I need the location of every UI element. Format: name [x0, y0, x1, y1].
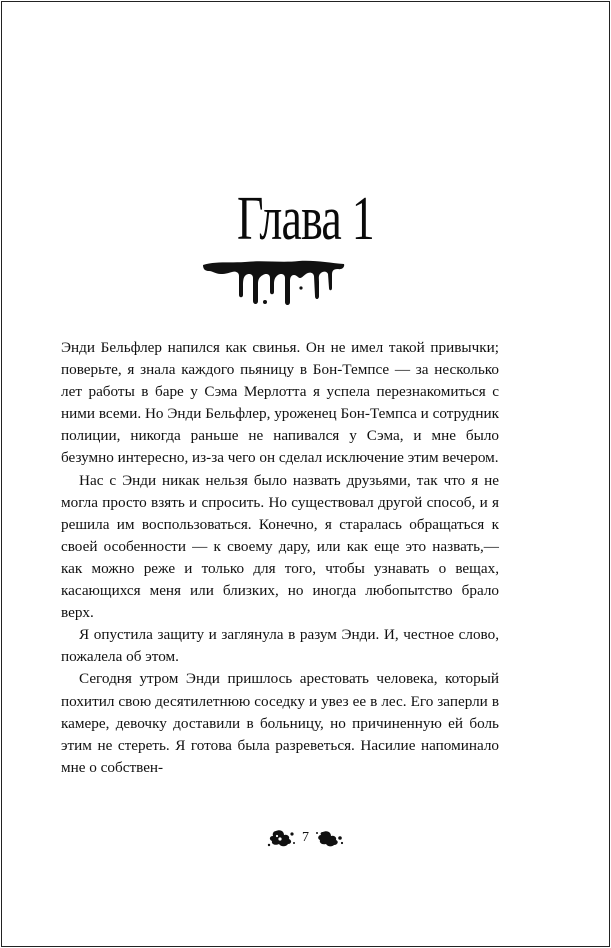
paragraph: Энди Бельфлер напился как свинья. Он не имел такой привычки; поверьте, я знала каждого пьяницу в Бон-Темпсе — за несколько лет работы в баре у Сэма Мерлотта я успела перезнакомиться с ними всеми. Но Энди Бельфлер, уроженец Бон-Темпса и сотрудник полиции, никогда раньше не напивался у Сэма, и мне было безумно интересно, из-за чего он сделал исключение этим вечером. — [61, 339, 499, 467]
chapter-title: Глава 1 — [237, 185, 374, 253]
page-footer — [0, 828, 611, 848]
chapter-body — [61, 337, 499, 779]
page-number: 7 — [302, 830, 309, 845]
ink-splatter-icon — [266, 828, 296, 848]
paragraph: Я опустила защиту и заглянула в разум Энди. И, честное слово, пожалела об этом. — [61, 626, 499, 666]
paragraph: Нас с Энди никак нельзя было назвать друзьями, так что я не могла просто взять и спросить. Но существовал другой способ, и я решила им воспользоваться. Конечно, я старалась обращаться к своей особенности — к своему дару, или как еще это назвать,— как можно реже и только для того, чтобы узнавать о вещах, касающихся меня или близких, но иногда любопытство брало верх. — [61, 471, 499, 622]
ink-splatter-icon — [315, 828, 345, 848]
paragraph: Сегодня утром Энди пришлось арестовать человека, который похитил свою десятилетнюю соседку и увез ее в лес. Его заперли в камере, девочку доставили в больницу, но причиненную ей боль этим не стереть. Я готова была разреветься. Насилие напоминало мне о собствен- — [61, 670, 499, 776]
ink-drip-icon — [201, 258, 346, 306]
